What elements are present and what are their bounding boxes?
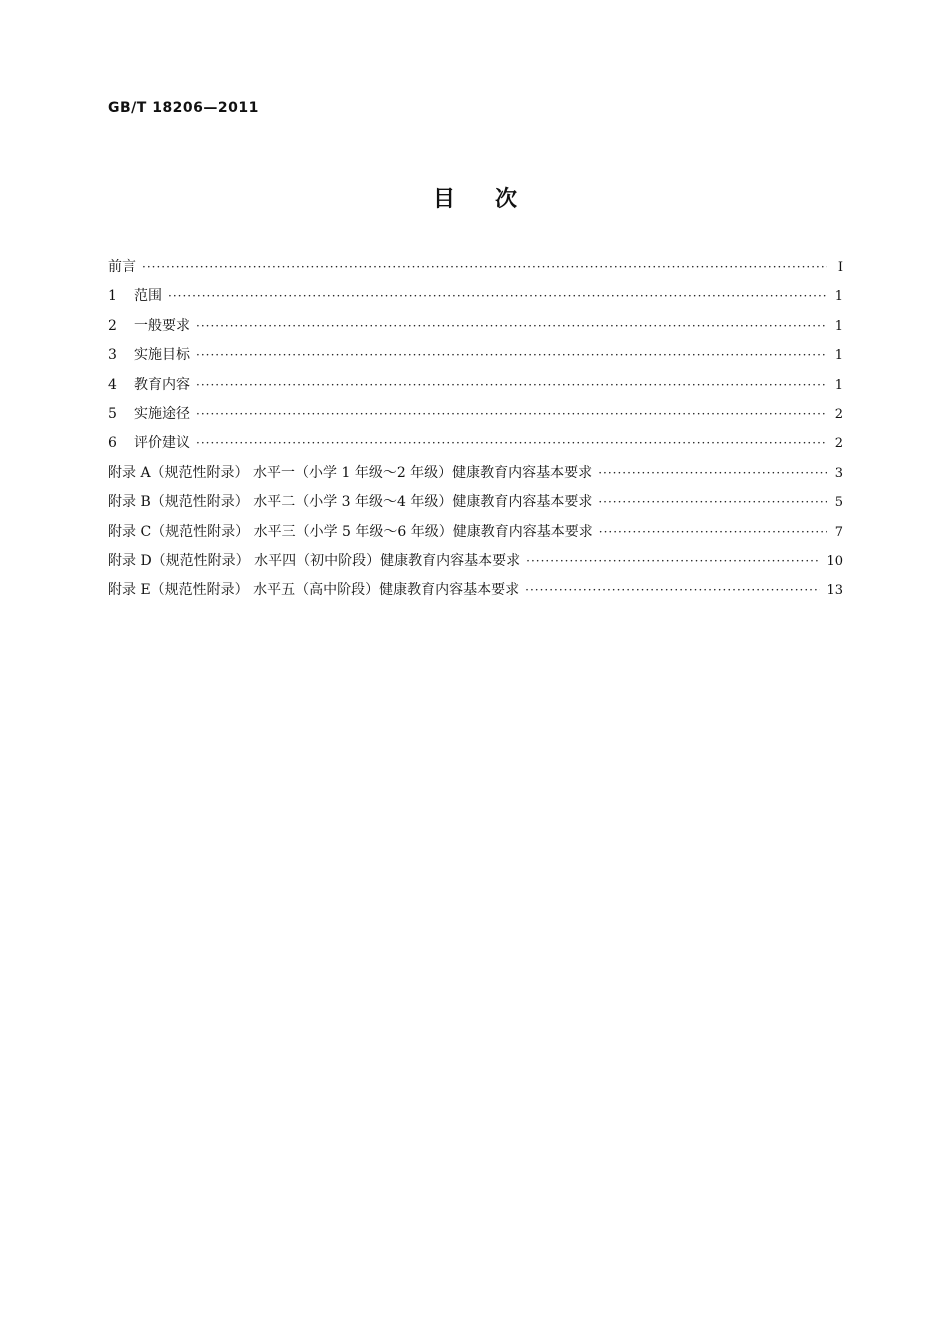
toc-page-number: 1 — [834, 318, 843, 334]
toc-page-number: 13 — [826, 583, 843, 599]
toc-entry-appendix-a[interactable] — [108, 462, 843, 491]
toc-entry-title: 附录 D（规范性附录） 水平四（初中阶段）健康教育内容基本要求 — [108, 552, 521, 569]
toc-page-number: 7 — [834, 524, 843, 540]
toc-entry-number: 1 — [108, 288, 117, 305]
toc-entry-number: 5 — [108, 405, 117, 422]
toc-leader-dots — [525, 583, 820, 597]
toc-entry-appendix-c[interactable] — [108, 521, 843, 550]
toc-entry-title: 附录 E（规范性附录） 水平五（高中阶段）健康教育内容基本要求 — [108, 582, 520, 599]
toc-page-number: 1 — [834, 377, 843, 393]
toc-entry-title: 实施目标 — [134, 347, 190, 364]
toc-entry-title: 范围 — [134, 288, 162, 305]
toc-entry-title: 教育内容 — [134, 376, 190, 393]
toc-page-number: 1 — [834, 348, 843, 364]
toc-entry-title: 一般要求 — [134, 317, 190, 334]
toc-page-number: 10 — [826, 553, 843, 569]
toc-entry-number: 2 — [108, 317, 117, 334]
toc-entry-5[interactable] — [108, 403, 843, 432]
toc-entry-2[interactable] — [108, 315, 843, 344]
toc-page-number: 3 — [834, 465, 843, 481]
toc-leader-dots — [196, 348, 827, 362]
standard-number: GB/T 18206—2011 — [108, 100, 259, 116]
toc-entry-title: 附录 C（规范性附录） 水平三（小学 5 年级～6 年级）健康教育内容基本要求 — [108, 523, 593, 540]
toc-leader-dots — [599, 525, 827, 539]
toc-entry-number: 6 — [108, 435, 117, 452]
toc-leader-dots — [526, 554, 820, 568]
toc-leader-dots — [196, 436, 827, 450]
toc-leader-dots — [168, 289, 827, 303]
toc-entry-6[interactable] — [108, 432, 843, 461]
table-of-contents — [108, 256, 843, 609]
toc-entry-title: 附录 B（规范性附录） 水平二（小学 3 年级～4 年级）健康教育内容基本要求 — [108, 494, 593, 511]
toc-leader-dots — [142, 260, 827, 274]
toc-entry-appendix-b[interactable] — [108, 491, 843, 520]
toc-page-number: 1 — [834, 289, 843, 305]
toc-entry-number: 3 — [108, 347, 117, 364]
toc-page-number: 5 — [834, 495, 843, 511]
toc-page-number: Ⅰ — [837, 260, 843, 275]
toc-entry-title: 实施途径 — [134, 405, 190, 422]
toc-leader-dots — [196, 407, 827, 421]
toc-entry-title: 评价建议 — [134, 435, 190, 452]
toc-entry-appendix-d[interactable] — [108, 550, 843, 579]
page-title: 目次 — [432, 187, 557, 212]
toc-entry-title: 附录 A（规范性附录） 水平一（小学 1 年级～2 年级）健康教育内容基本要求 — [108, 464, 593, 481]
toc-page-number: 2 — [834, 436, 843, 452]
toc-entry-4[interactable] — [108, 374, 843, 403]
toc-entry-number: 4 — [108, 376, 117, 393]
toc-leader-dots — [598, 495, 827, 509]
toc-entry-3[interactable] — [108, 344, 843, 373]
toc-leader-dots — [196, 319, 827, 333]
toc-entry-title: 前言 — [108, 259, 136, 275]
toc-leader-dots — [196, 378, 827, 392]
toc-entry-foreword[interactable] — [108, 256, 843, 285]
toc-page-number: 2 — [834, 406, 843, 422]
toc-entry-appendix-e[interactable] — [108, 579, 843, 608]
toc-leader-dots — [598, 466, 827, 480]
toc-entry-1[interactable] — [108, 285, 843, 314]
